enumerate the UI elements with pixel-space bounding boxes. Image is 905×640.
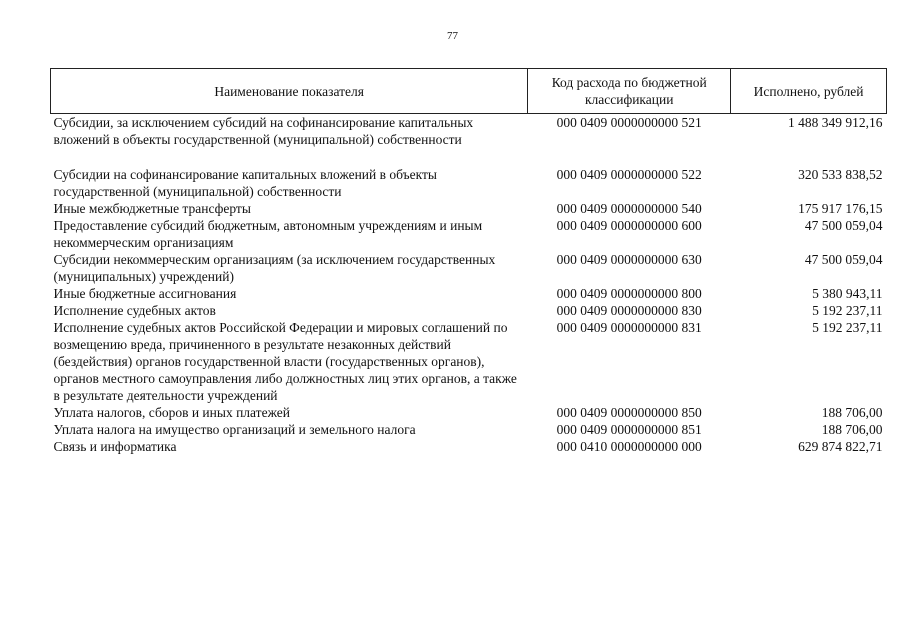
row-name: Связь и информатика [53, 439, 177, 454]
row-amount: 5 380 943,11 [812, 286, 883, 301]
row-amount: 629 874 822,71 [798, 439, 883, 454]
row-amount: 175 917 176,15 [798, 201, 883, 216]
header-amount: Исполнено, рублей [731, 69, 887, 114]
row-code: 000 0409 0000000000 630 [556, 252, 702, 267]
row-code: 000 0409 0000000000 600 [556, 218, 702, 233]
row-name: Субсидии некоммерческим организациям (за исключением государственных (муниципальных) учреждений) [53, 252, 496, 284]
row-amount: 1 488 349 912,16 [788, 115, 883, 130]
row-name: Иные бюджетные ассигнования [53, 286, 237, 301]
row-name: Исполнение судебных актов Российской Федерации и мировых соглашений по возмещению вреда, причиненного в результате незаконных действий (бездействия) органов государственной власти (государственных органов), органов местного самоуправления либо должностных лиц этих органов, а также в результате деятельности учреждений [53, 320, 517, 403]
budget-execution-table [50, 68, 887, 455]
row-code: 000 0409 0000000000 831 [556, 320, 702, 335]
row-amount: 188 706,00 [821, 405, 883, 420]
table-row [51, 251, 887, 285]
table-body [51, 114, 887, 456]
row-amount: 47 500 059,04 [804, 218, 883, 233]
row-code: 000 0409 0000000000 521 [556, 115, 702, 130]
row-name: Уплата налогов, сборов и иных платежей [53, 405, 290, 420]
table-row [51, 404, 887, 421]
row-name: Исполнение судебных актов [53, 303, 216, 318]
page-number: 77 [447, 30, 458, 42]
row-amount: 47 500 059,04 [804, 252, 883, 267]
table-row [51, 217, 887, 251]
table-row [51, 319, 887, 404]
row-amount: 5 192 237,11 [812, 320, 883, 335]
table-row [51, 421, 887, 438]
row-code: 000 0410 0000000000 000 [556, 439, 702, 454]
row-amount: 5 192 237,11 [812, 303, 883, 318]
row-code: 000 0409 0000000000 850 [556, 405, 702, 420]
row-code: 000 0409 0000000000 851 [556, 422, 702, 437]
row-name: Предоставление субсидий бюджетным, автономным учреждениям и иным некоммерческим организациям [53, 218, 483, 250]
table-row [51, 438, 887, 455]
row-code: 000 0409 0000000000 830 [556, 303, 702, 318]
table-row [51, 200, 887, 217]
row-amount: 188 706,00 [821, 422, 883, 437]
table-row [51, 114, 887, 167]
row-code: 000 0409 0000000000 522 [556, 167, 702, 182]
row-name: Иные межбюджетные трансферты [53, 201, 251, 216]
row-code: 000 0409 0000000000 540 [556, 201, 702, 216]
table-row [51, 166, 887, 200]
table-row [51, 302, 887, 319]
header-row [51, 69, 887, 114]
row-amount: 320 533 838,52 [798, 167, 883, 182]
header-name: Наименование показателя [51, 69, 528, 114]
row-name: Субсидии на софинансирование капитальных вложений в объекты государственной (муниципальной) собственности [53, 167, 437, 199]
row-name: Уплата налога на имущество организаций и земельного налога [53, 422, 416, 437]
table-row [51, 285, 887, 302]
header-code: Код расхода по бюджетной классификации [528, 69, 731, 114]
row-name: Субсидии, за исключением субсидий на софинансирование капитальных вложений в объекты государственной (муниципальной) собственности [53, 115, 474, 147]
table-header [51, 69, 887, 114]
row-code: 000 0409 0000000000 800 [556, 286, 702, 301]
